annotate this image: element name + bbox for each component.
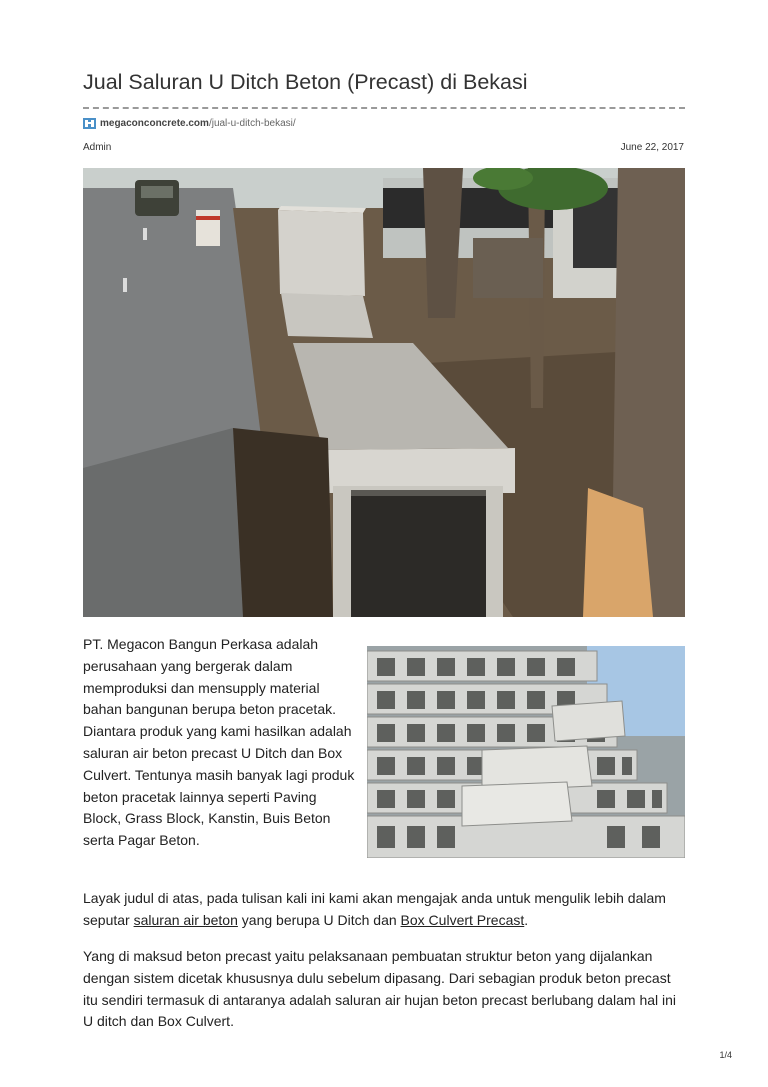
source-path: /jual-u-ditch-bekasi/ [208,117,296,129]
source-domain: megaconconcrete.com [100,117,209,129]
title-divider [83,107,685,109]
paragraph-1-text-b: yang berupa U Ditch dan [237,911,401,928]
publish-date: June 22, 2017 [620,142,684,153]
link-saluran-air-beton[interactable]: saluran air beton [133,911,238,928]
link-box-culvert-precast[interactable]: Box Culvert Precast [400,911,525,928]
source-url[interactable] [83,116,296,130]
precast-stack-photo [367,646,685,858]
intro-paragraph: PT. Megacon Bangun Perkasa adalah perusahaan yang bergerak dalam memproduksi dan mensupply material bahan bangunan berupa beton pracetak. Diantara produk yang kami hasilkan adalah saluran air beton precast U Ditch dan Box Culvert. Tentunya masih banyak lagi produk beton pracetak lainnya seperti Paving Block, Grass Block, Kanstin, Buis Beton serta Pagar Beton. [83,636,355,849]
paragraph-1 [83,888,689,932]
site-favicon-icon [83,118,96,129]
paragraph-1-text-a: Layak judul di atas, pada tulisan kali ini kami akan mengajak anda untuk mengulik lebih dalam seputar [83,890,666,928]
hero-photo [83,168,685,617]
paragraph-1-text-c: . [524,911,529,928]
page-number: 1/4 [719,1050,732,1060]
article-title: Jual Saluran U Ditch Beton (Precast) di Bekasi [83,70,528,94]
author: Admin [83,142,112,153]
paragraph-2: Yang di maksud beton precast yaitu pelaksanaan pembuatan struktur beton yang dijalankan dengan sistem dicetak khususnya dulu sebelum dipasang. Dari sebagian produk beton precast itu sendiri termasuk di antaranya adalah saluran air hujan beton precast berlubang dalam hal ini U ditch dan Box Culvert. [83,948,677,1030]
